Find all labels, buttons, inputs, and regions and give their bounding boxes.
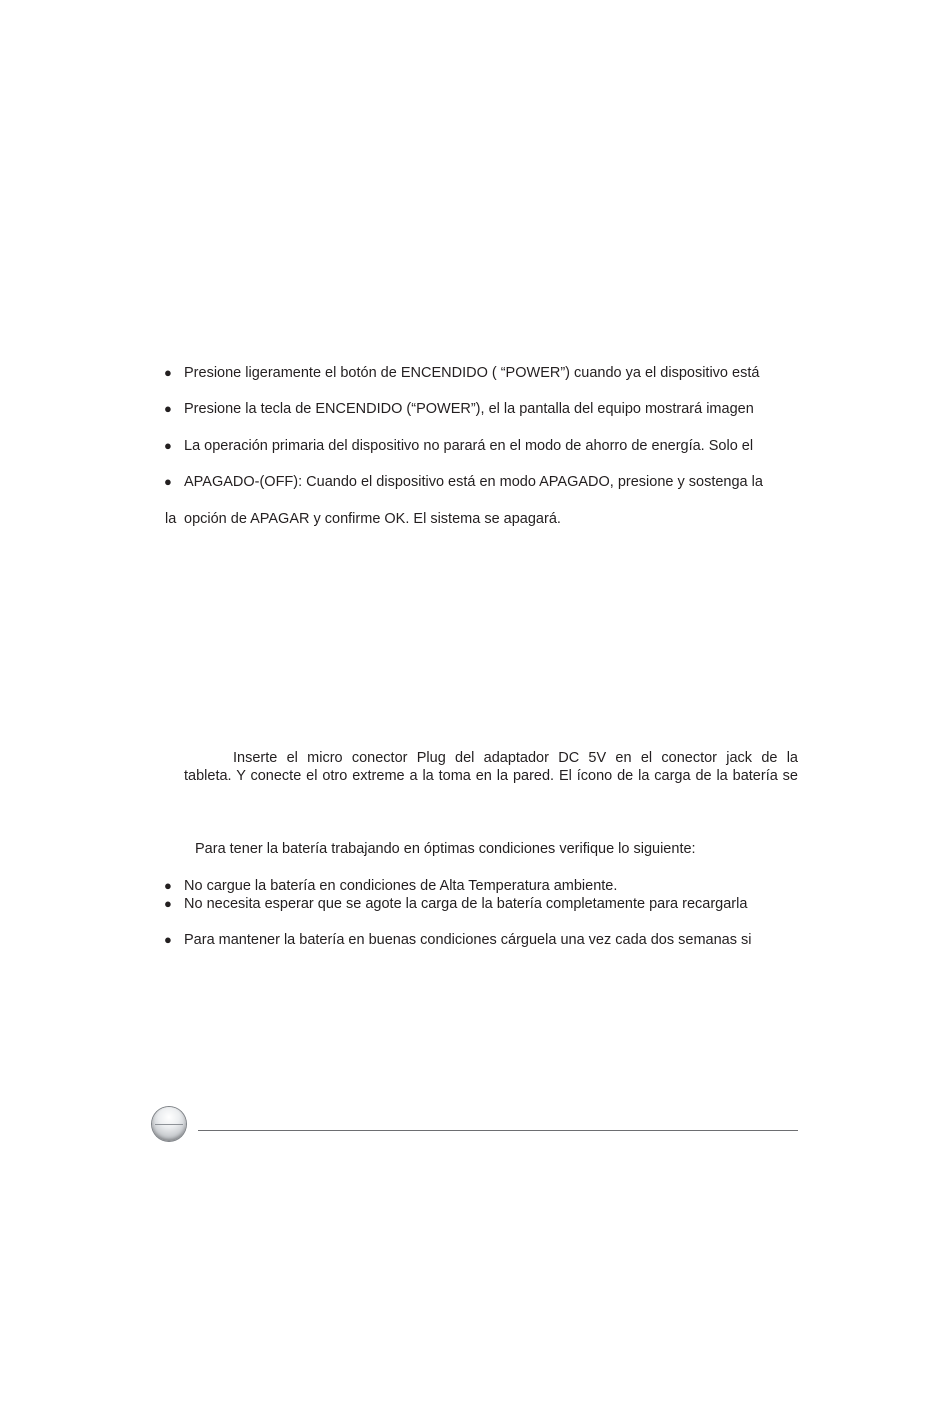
bullet-marker: ● bbox=[164, 365, 172, 380]
charging-line-2: tableta. Y conecte el otro extreme a la toma en la pared. El ícono de la carga de la batería se bbox=[184, 768, 798, 784]
charging-line-1: Inserte el micro conector Plug del adaptador DC 5V en el conector jack de la bbox=[233, 750, 798, 766]
footer-divider bbox=[198, 1130, 798, 1131]
power-item-1: Presione ligeramente el botón de ENCENDIDO ( “POWER”) cuando ya el dispositivo está bbox=[184, 365, 760, 381]
bullet-marker: ● bbox=[164, 438, 172, 453]
bullet-marker: ● bbox=[164, 932, 172, 947]
battery-item-2: No necesita esperar que se agote la carga de la batería completamente para recargarla bbox=[184, 896, 748, 912]
battery-item-1: No cargue la batería en condiciones de Alta Temperatura ambiente. bbox=[184, 878, 618, 894]
power-item-2: Presione la tecla de ENCENDIDO (“POWER”), el la pantalla del equipo mostrará imagen bbox=[184, 401, 754, 417]
bullet-marker: ● bbox=[164, 401, 172, 416]
battery-item-3: Para mantener la batería en buenas condiciones cárguela una vez cada dos semanas si bbox=[184, 932, 752, 948]
power-continuation-prefix: la bbox=[165, 511, 177, 527]
bullet-marker: ● bbox=[164, 474, 172, 489]
bullet-marker: ● bbox=[164, 878, 172, 893]
bullet-marker: ● bbox=[164, 896, 172, 911]
page-number-disc-icon bbox=[152, 1107, 186, 1141]
power-item-4: APAGADO-(OFF): Cuando el dispositivo está en modo APAGADO, presione y sostenga la bbox=[184, 474, 763, 490]
power-continuation-text: opción de APAGAR y confirme OK. El sistema se apagará. bbox=[184, 511, 561, 527]
battery-intro: Para tener la batería trabajando en óptimas condiciones verifique lo siguiente: bbox=[195, 841, 696, 857]
power-item-3: La operación primaria del dispositivo no parará en el modo de ahorro de energía. Solo el bbox=[184, 438, 754, 454]
